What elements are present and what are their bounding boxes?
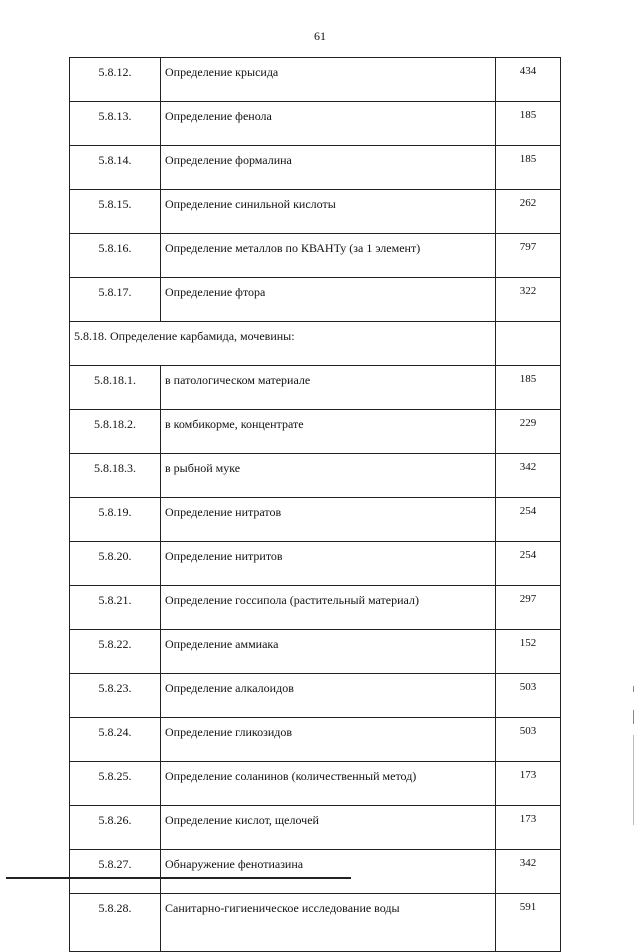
table-row	[70, 454, 561, 498]
price-cell	[496, 322, 561, 366]
table-row	[70, 58, 561, 102]
item-number-cell: 5.8.24.	[70, 718, 161, 762]
item-name-cell: Определение аммиака	[161, 630, 496, 674]
item-number-cell: 5.8.28.	[70, 894, 161, 952]
price-table	[69, 57, 561, 952]
price-cell: 185	[496, 146, 561, 190]
item-number-cell: 5.8.21.	[70, 586, 161, 630]
scan-edge-mark	[633, 686, 634, 692]
table-row	[70, 542, 561, 586]
item-name-cell: Определение нитратов	[161, 498, 496, 542]
item-number-cell: 5.8.23.	[70, 674, 161, 718]
table-row	[70, 674, 561, 718]
price-cell: 434	[496, 58, 561, 102]
item-name-cell: Определение фенола	[161, 102, 496, 146]
table-row	[70, 630, 561, 674]
item-name-cell: Определение алкалоидов	[161, 674, 496, 718]
item-number-cell: 5.8.26.	[70, 806, 161, 850]
section-title-cell: 5.8.18. Определение карбамида, мочевины:	[70, 322, 496, 366]
price-cell: 797	[496, 234, 561, 278]
price-cell: 262	[496, 190, 561, 234]
item-name-cell: в комбикорме, концентрате	[161, 410, 496, 454]
price-cell: 322	[496, 278, 561, 322]
item-name-cell: Определение гликозидов	[161, 718, 496, 762]
table-row	[70, 278, 561, 322]
price-cell: 173	[496, 806, 561, 850]
item-number-cell: 5.8.19.	[70, 498, 161, 542]
item-number-cell: 5.8.22.	[70, 630, 161, 674]
price-cell: 297	[496, 586, 561, 630]
item-name-cell: Определение фтора	[161, 278, 496, 322]
item-name-cell: Определение крысида	[161, 58, 496, 102]
table-body	[70, 58, 561, 952]
price-cell: 342	[496, 454, 561, 498]
table-row	[70, 366, 561, 410]
item-number-cell: 5.8.13.	[70, 102, 161, 146]
item-name-cell: Определение соланинов (количественный метод)	[161, 762, 496, 806]
item-number-cell: 5.8.14.	[70, 146, 161, 190]
item-name-cell: Определение металлов по КВАНТу (за 1 элемент)	[161, 234, 496, 278]
item-name-cell: Определение нитритов	[161, 542, 496, 586]
item-number-cell: 5.8.18.2.	[70, 410, 161, 454]
price-cell: 503	[496, 718, 561, 762]
item-name-cell: в патологическом материале	[161, 366, 496, 410]
item-name-cell: Обнаружение фенотиазина	[161, 850, 496, 894]
table-row	[70, 234, 561, 278]
price-cell: 185	[496, 102, 561, 146]
page-number: 61	[314, 29, 326, 43]
item-name-cell: Определение госсипола (растительный материал)	[161, 586, 496, 630]
bottom-rule	[6, 877, 351, 879]
table-row	[70, 498, 561, 542]
table-row	[70, 190, 561, 234]
scan-edge-mark	[633, 735, 634, 825]
item-number-cell: 5.8.25.	[70, 762, 161, 806]
item-number-cell: 5.8.20.	[70, 542, 161, 586]
price-cell: 342	[496, 850, 561, 894]
price-cell: 185	[496, 366, 561, 410]
price-cell: 591	[496, 894, 561, 952]
item-name-cell: Определение синильной кислоты	[161, 190, 496, 234]
table-row	[70, 146, 561, 190]
item-number-cell: 5.8.15.	[70, 190, 161, 234]
price-cell: 503	[496, 674, 561, 718]
table-row	[70, 850, 561, 894]
price-cell: 254	[496, 498, 561, 542]
table-row	[70, 762, 561, 806]
item-name-cell: Санитарно-гигиеническое исследование воды	[161, 894, 496, 952]
table-section-row	[70, 322, 561, 366]
item-name-cell: Определение кислот, щелочей	[161, 806, 496, 850]
table-row	[70, 586, 561, 630]
price-cell: 152	[496, 630, 561, 674]
scan-edge-mark	[633, 710, 634, 724]
item-name-cell: в рыбной муке	[161, 454, 496, 498]
price-cell: 229	[496, 410, 561, 454]
item-number-cell: 5.8.17.	[70, 278, 161, 322]
table-row	[70, 806, 561, 850]
item-number-cell: 5.8.27.	[70, 850, 161, 894]
item-name-cell: Определение формалина	[161, 146, 496, 190]
price-cell: 173	[496, 762, 561, 806]
item-number-cell: 5.8.12.	[70, 58, 161, 102]
table-row	[70, 410, 561, 454]
price-cell: 254	[496, 542, 561, 586]
item-number-cell: 5.8.18.3.	[70, 454, 161, 498]
table-row	[70, 894, 561, 952]
item-number-cell: 5.8.18.1.	[70, 366, 161, 410]
table-row	[70, 718, 561, 762]
item-number-cell: 5.8.16.	[70, 234, 161, 278]
table-row	[70, 102, 561, 146]
